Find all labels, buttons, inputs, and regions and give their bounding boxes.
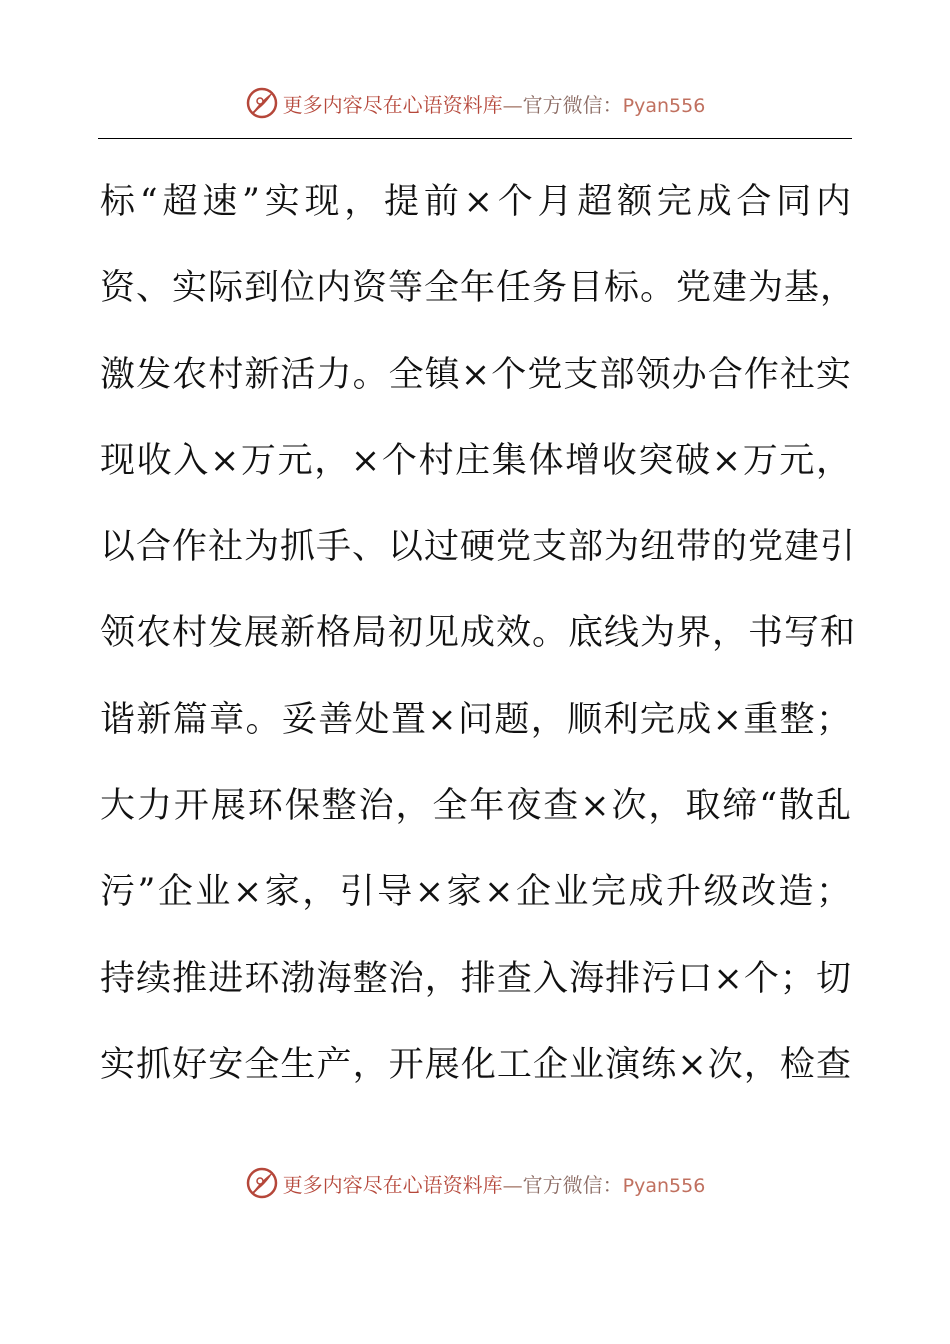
quill-logo-icon [245, 1166, 279, 1200]
header-text [283, 89, 706, 118]
body-line: 标“超速”实现，提前×个月超额完成合同内 [100, 182, 852, 222]
header-separator: — [502, 92, 523, 117]
body-line: 实抓好安全生产，开展化工企业演练×次，检查 [100, 1044, 852, 1085]
header-banner [0, 83, 950, 123]
header-brand: 更多内容尽在心语资料库 [282, 92, 503, 117]
body-line: 领农村发展新格局初见成效。底线为界，书写和 [100, 613, 857, 654]
footer-brand: 更多内容尽在心语资料库 [282, 1172, 503, 1197]
body-line: 激发农村新活力。全镇×个党支部领办合作社实 [100, 354, 852, 395]
body-line: 大力开展环保整治，全年夜查×次，取缔“散乱 [100, 786, 852, 827]
body-line: 污”企业×家，引导×家×企业完成升级改造； [100, 872, 852, 913]
header-divider [98, 138, 852, 139]
header-wechat-id: Pyan556 [622, 94, 706, 117]
quill-logo-icon [245, 86, 279, 120]
footer-separator: — [502, 1172, 523, 1197]
footer-text [283, 1169, 706, 1198]
body-line: 以合作社为抓手、以过硬党支部为纽带的党建引 [100, 527, 857, 568]
body-line: 现收入×万元，×个村庄集体增收突破×万元， [100, 440, 852, 481]
footer-banner [0, 1163, 950, 1203]
body-line: 持续推进环渤海整治，排查入海排污口×个；切 [100, 958, 852, 999]
footer-wechat-label: 官方微信： [522, 1172, 623, 1197]
header-wechat-label: 官方微信： [522, 92, 623, 117]
body-line: 谐新篇章。妥善处置×问题，顺利完成×重整； [100, 699, 852, 740]
document-body [100, 172, 857, 1121]
body-line: 资、实际到位内资等全年任务目标。党建为基， [100, 268, 857, 309]
footer-wechat-id: Pyan556 [622, 1174, 706, 1197]
